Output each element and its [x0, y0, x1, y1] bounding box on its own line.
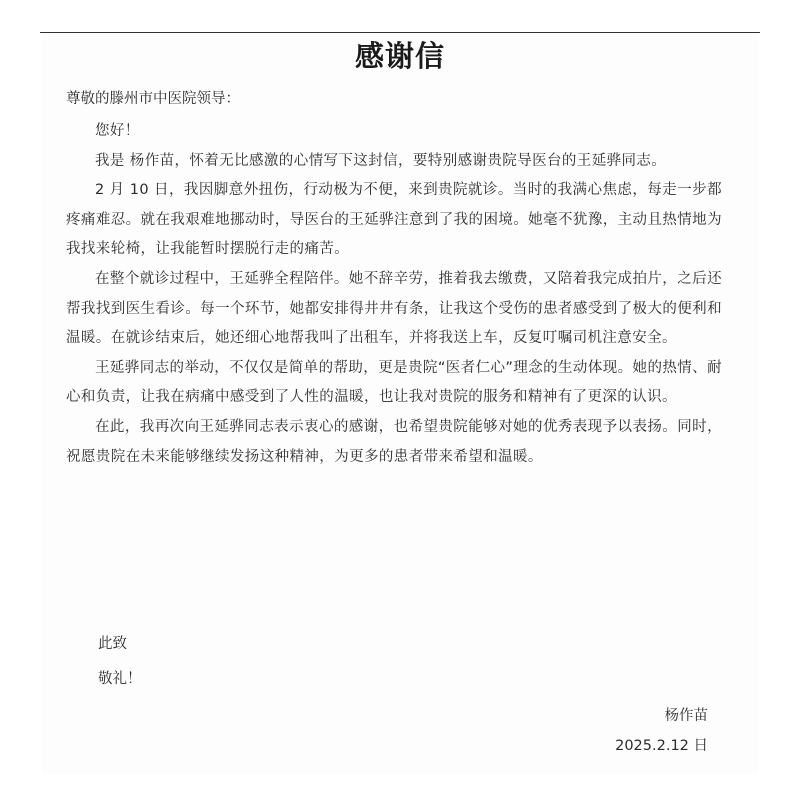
- salutation: 尊敬的滕州市中医院领导：: [66, 91, 240, 107]
- paragraph-praise: 王延骅同志的举动，不仅仅是简单的帮助，更是贵院“医者仁心”理念的生动体现。她的热情、耐心和负责，让我在病痛中感受到了人性的温暖，也让我对贵院的服务和精神有了更深的认识。: [66, 359, 722, 406]
- paragraph-intro: 我是 杨作苗，怀着无比感激的心情写下这封信，要特别感谢贵院导医台的王延骅同志。: [95, 152, 667, 169]
- signer-name: 杨作苗: [664, 708, 708, 724]
- closing-cizhi: 此致: [98, 636, 127, 652]
- paragraph-thanks: 在此，我再次向王延骅同志表示衷心的感谢，也希望贵院能够对她的优秀表现予以表扬。同时，祝愿贵院在未来能够继续发扬这种精神，为更多的患者带来希望和温暖。: [66, 418, 722, 465]
- letter-date: 2025.2.12 日: [615, 738, 708, 754]
- paragraph-incident: 2 月 10 日，我因脚意外扭伤，行动极为不便，来到贵院就诊。当时的我满心焦虑，每走一步都疼痛难忍。就在我艰难地挪动时，导医台的王延骅注意到了我的困境。她毫不犹豫，主动且热情地为我找来轮椅，让我能暂时摆脱行走的痛苦。: [66, 182, 722, 258]
- greeting: 您好！: [95, 123, 140, 139]
- letter-body: [66, 117, 722, 472]
- paragraph-assistance: 在整个就诊过程中，王延骅全程陪伴。她不辞辛劳，推着我去缴费，又陪着我完成拍片，之后还帮我找到医生看诊。每一个环节，她都安排得井井有条，让我这个受伤的患者感受到了极大的便利和温暖。在就诊结束后，她还细心地帮我叫了出租车，并将我送上车，反复叮嘱司机注意安全。: [66, 270, 722, 347]
- closing-jingli: 敬礼！: [98, 671, 142, 687]
- letter-title: 感谢信: [354, 39, 445, 73]
- top-divider: [40, 32, 760, 33]
